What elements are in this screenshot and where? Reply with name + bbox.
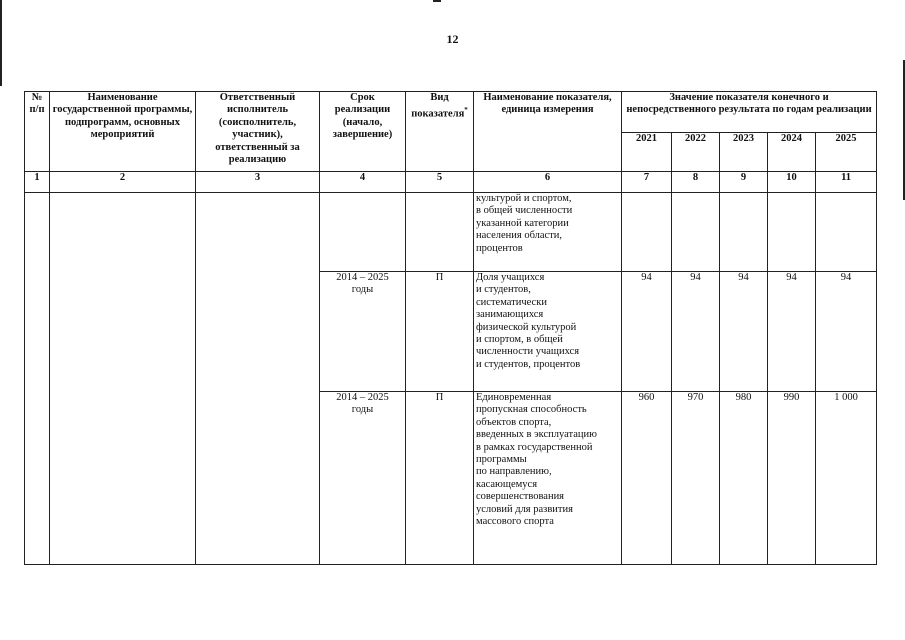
header-term: Срок реализации (начало, завершение) [320, 92, 406, 172]
value-cell [622, 193, 672, 272]
value-cell: 94 [816, 272, 877, 392]
header-number: № п/п [25, 92, 50, 172]
column-number: 3 [196, 172, 320, 193]
header-kind [406, 92, 474, 172]
kind-cell: П [406, 272, 474, 392]
year-cell: 2021 [622, 133, 672, 172]
header-indicator: Наименование показателя, единица измерения [474, 92, 622, 172]
column-number: 7 [622, 172, 672, 193]
indicator-cell: культурой и спортом, в общей численности указанной категории населения области, процентов [474, 193, 622, 272]
value-cell: 94 [768, 272, 816, 392]
term-cell: 2014 – 2025 годы [320, 392, 406, 565]
column-number: 11 [816, 172, 877, 193]
value-cell: 1 000 [816, 392, 877, 565]
value-cell: 960 [622, 392, 672, 565]
value-cell [672, 193, 720, 272]
header-executor: Ответственный исполнитель (соисполнитель, участник), ответственный за реализацию [196, 92, 320, 172]
program-name-cell [50, 193, 196, 565]
indicators-table [24, 91, 877, 565]
value-cell: 990 [768, 392, 816, 565]
column-number: 10 [768, 172, 816, 193]
column-number: 4 [320, 172, 406, 193]
header-row [25, 92, 877, 133]
column-number: 6 [474, 172, 622, 193]
kind-cell [406, 193, 474, 272]
column-number: 8 [672, 172, 720, 193]
page-number: 12 [446, 32, 459, 46]
executor-cell [196, 193, 320, 565]
year-cell: 2025 [816, 133, 877, 172]
scan-mark-left-top [0, 0, 2, 86]
value-cell: 94 [672, 272, 720, 392]
column-number: 9 [720, 172, 768, 193]
header-program-name: Наименование государственной программы, подпрограмм, основных мероприятий [50, 92, 196, 172]
year-cell: 2024 [768, 133, 816, 172]
header-kind-label: Вид показателя [411, 92, 465, 120]
header-kind-footnote-mark: * [464, 106, 468, 115]
value-cell: 94 [622, 272, 672, 392]
column-number: 2 [50, 172, 196, 193]
year-cell: 2022 [672, 133, 720, 172]
column-number: 1 [25, 172, 50, 193]
value-cell [816, 193, 877, 272]
value-cell [768, 193, 816, 272]
term-cell [320, 193, 406, 272]
header-values: Значение показателя конечного и непосредственного результата по годам реализации [622, 92, 877, 133]
value-cell [720, 193, 768, 272]
column-number: 5 [406, 172, 474, 193]
column-numbers-row [25, 172, 877, 193]
indicator-cell: Доля учащихся и студентов, систематически занимающихся физической культурой и спортом, в общей численности учащихся и студентов, процентов [474, 272, 622, 392]
number-cell [25, 193, 50, 565]
year-cell: 2023 [720, 133, 768, 172]
value-cell: 94 [720, 272, 768, 392]
indicator-cell: Единовременная пропускная способность объектов спорта, введенных в эксплуатацию в рамках государственной программы по направлению, касающемуся совершенствования условий для развития массового спорта [474, 392, 622, 565]
value-cell: 980 [720, 392, 768, 565]
kind-cell: П [406, 392, 474, 565]
term-cell: 2014 – 2025 годы [320, 272, 406, 392]
value-cell: 970 [672, 392, 720, 565]
table-row [25, 193, 877, 272]
scan-mark-top [433, 0, 441, 2]
